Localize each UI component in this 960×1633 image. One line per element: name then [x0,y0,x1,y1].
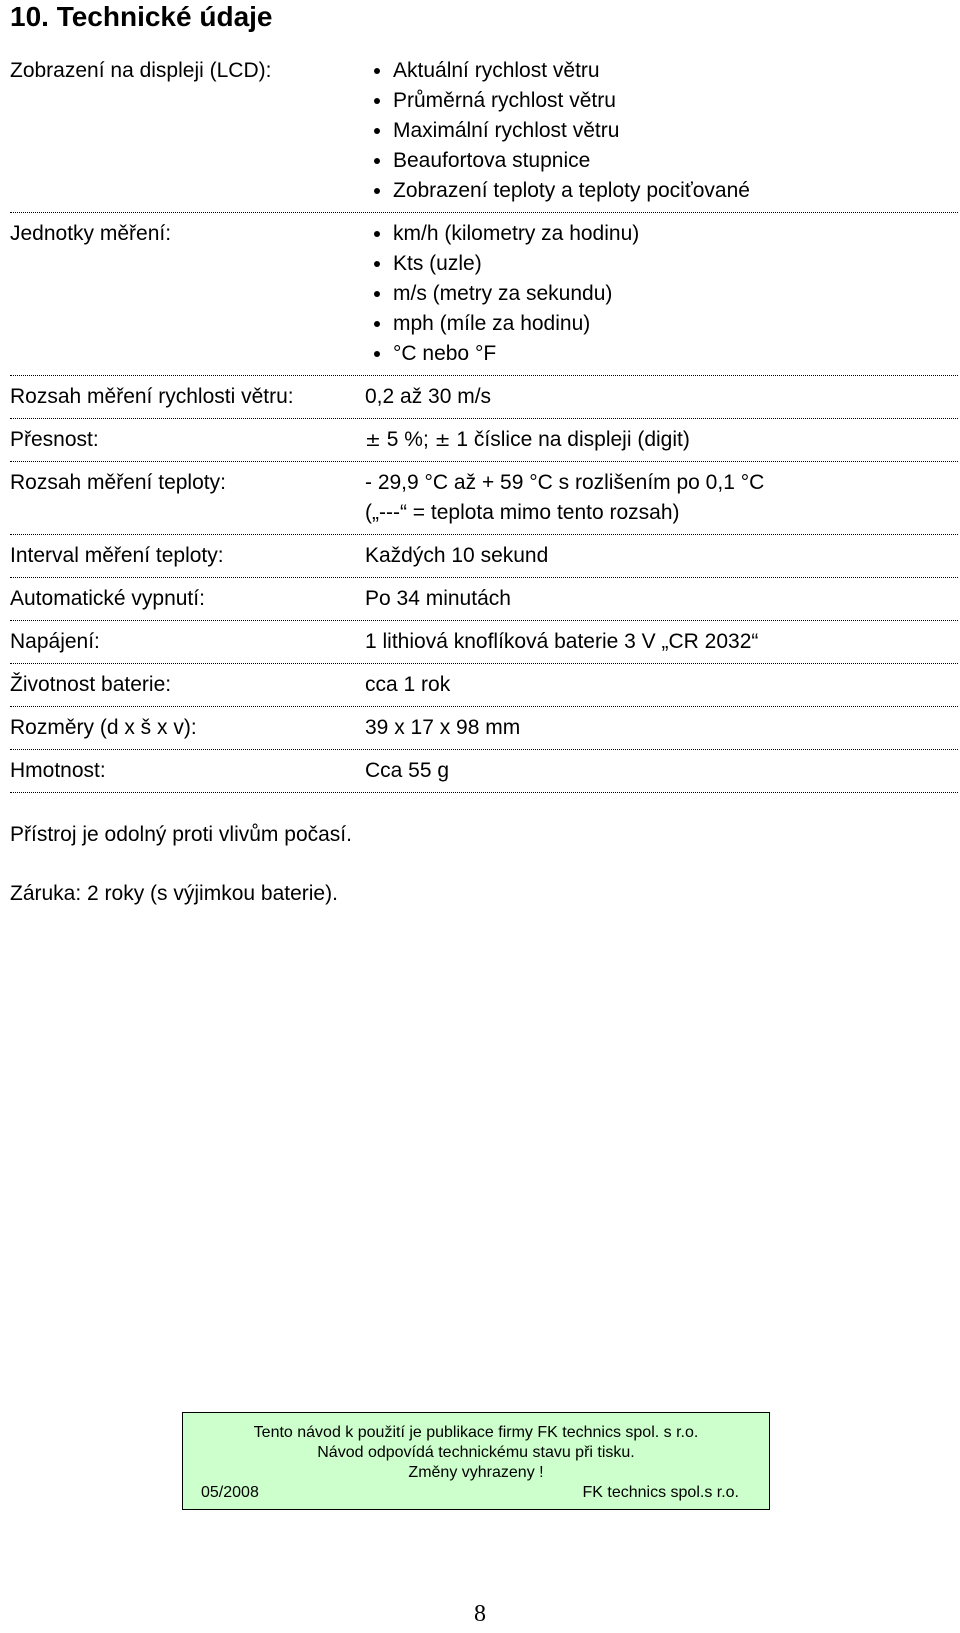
list-item: • Beaufortova stupnice [393,146,958,176]
weather-note: Přístroj je odolný proti vlivům počasí. [10,823,352,846]
spec-value-battery-life: cca 1 rok [365,673,451,696]
spec-label-display: Zobrazení na displeji (LCD): [10,59,272,82]
units-list [365,219,958,369]
spec-row-weight [10,750,958,793]
spec-label-auto-off: Automatické vypnutí: [10,587,205,610]
spec-label-battery-life: Životnost baterie: [10,673,172,696]
list-item: • mph (míle za hodinu) [393,309,958,339]
footer-line: Návod odpovídá technickému stavu při tisku. [317,1444,635,1461]
list-item: • km/h (kilometry za hodinu) [393,219,958,249]
spec-value-temp-range [365,468,958,528]
warranty-note: Záruka: 2 roky (s výjimkou baterie). [10,882,338,905]
footer-company: FK technics spol.s r.o. [582,1484,739,1501]
spec-table [10,50,958,793]
list-item: • Aktuální rychlost větru [393,56,958,86]
list-item: • Zobrazení teploty a teploty pociťované [393,176,958,206]
spec-label-temp-range: Rozsah měření teploty: [10,471,226,494]
plus-minus-icon: ± [365,429,381,451]
spec-row-dimensions [10,707,958,750]
temp-range-note: („---“ = teplota mimo tento rozsah) [365,501,680,524]
spec-value-dimensions: 39 x 17 x 98 mm [365,716,521,739]
page-title: 10. Technické údaje [10,1,273,32]
temp-range-line: - 29,9 °C až + 59 °C s rozlišením po 0,1 °C [365,471,765,494]
footer-date: 05/2008 [201,1484,259,1501]
spec-value-wind-range: 0,2 až 30 m/s [365,385,492,408]
footer-line: Tento návod k použití je publikace firmy FK technics spol. s r.o. [253,1424,699,1441]
spec-row-wind-range [10,376,958,419]
spec-label-wind-range: Rozsah měření rychlosti větru: [10,385,294,408]
list-item: • Maximální rychlost větru [393,116,958,146]
accuracy-percent: 5 %; [386,428,429,451]
spec-label-accuracy: Přesnost: [10,428,99,451]
spec-row-power [10,621,958,664]
list-item: • Průměrná rychlost větru [393,86,958,116]
spec-row-auto-off [10,578,958,621]
spec-row-battery-life [10,664,958,707]
spec-value-auto-off: Po 34 minutách [365,587,511,610]
spec-value-weight: Cca 55 g [365,759,450,782]
spec-row-display [10,50,958,213]
spec-row-units [10,213,958,376]
spec-label-temp-interval: Interval měření teploty: [10,544,224,567]
spec-row-temp-range [10,462,958,535]
list-item: • Kts (uzle) [393,249,958,279]
plus-minus-icon: ± [434,429,451,451]
footer-line: Změny vyhrazeny ! [408,1464,544,1481]
spec-value-display [365,56,958,206]
spec-row-temp-interval [10,535,958,578]
spec-value-accuracy [365,425,958,455]
accuracy-digit: 1 číslice na displeji (digit) [456,428,690,451]
spec-label-power: Napájení: [10,630,100,653]
spec-row-accuracy [10,419,958,462]
footer-bottom-row [183,1483,769,1503]
list-item: • m/s (metry za sekundu) [393,279,958,309]
page-number: 8 [474,1601,486,1627]
publisher-footer-box [182,1412,770,1510]
spec-value-temp-interval: Každých 10 sekund [365,544,549,567]
display-list [365,56,958,206]
list-item: • °C nebo °F [393,339,958,369]
spec-value-units [365,219,958,369]
spec-label-weight: Hmotnost: [10,759,106,782]
spec-value-power: 1 lithiová knoflíková baterie 3 V „CR 2032“ [365,630,759,653]
spec-label-units: Jednotky měření: [10,222,172,245]
spec-label-dimensions: Rozměry (d x š x v): [10,716,197,739]
